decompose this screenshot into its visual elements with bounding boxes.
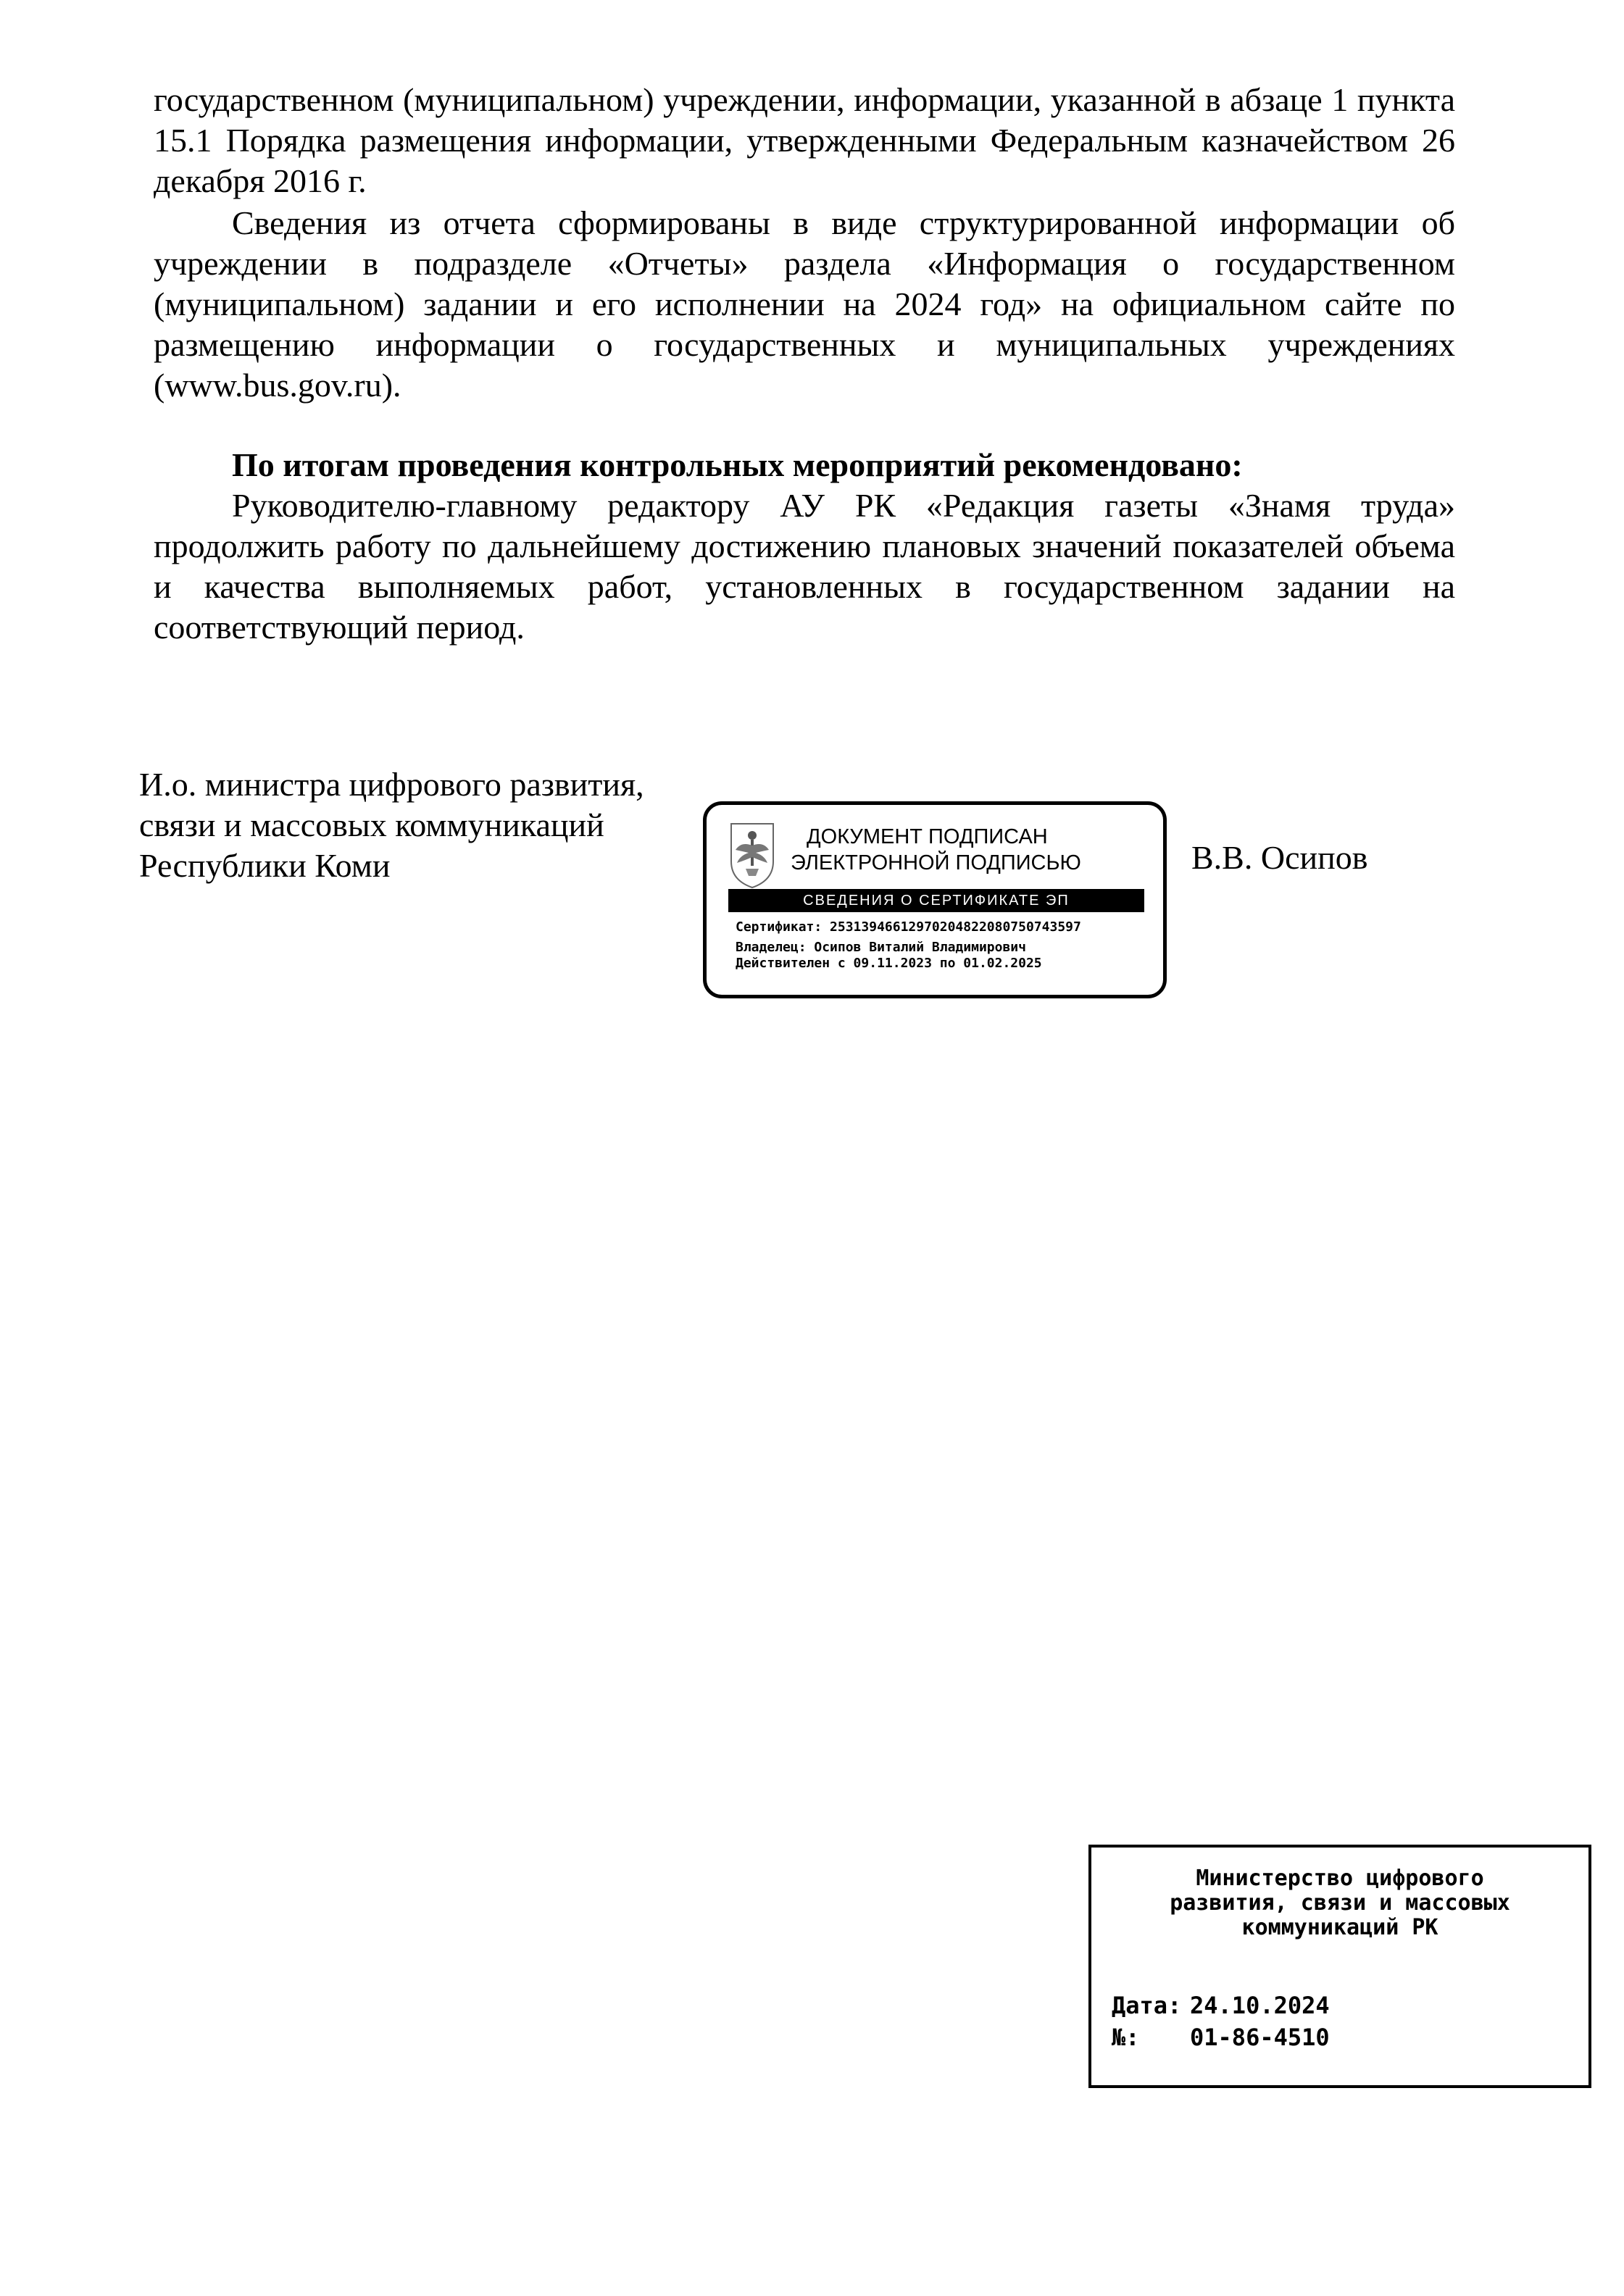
stamp-organization <box>1091 1866 1588 1940</box>
stamp-number-label: №: <box>1112 2024 1140 2051</box>
komi-coat-of-arms-icon <box>728 821 776 889</box>
paragraph-1: государственном (муниципальном) учреждении, информации, указанной в абзаце 1 пункта 15.1 Порядка размещения информации, утвержденными Федеральным казначейством 26 декабря 2016 г. <box>154 81 1455 199</box>
electronic-signature-stamp <box>703 801 1167 998</box>
stamp-date-label: Дата: <box>1112 1992 1182 2019</box>
esig-title <box>791 824 1081 876</box>
signatory-name: В.В. Осипов <box>1191 839 1368 876</box>
stamp-date-value: 24.10.2024 <box>1190 1992 1330 2019</box>
signatory-position <box>139 764 644 886</box>
certificate-info-header: СВЕДЕНИЯ О СЕРТИФИКАТЕ ЭП <box>728 889 1144 912</box>
stamp-organization-line: развития, связи и массовых <box>1170 1890 1510 1916</box>
recommendation-heading: По итогам проведения контрольных мероприятий рекомендовано: <box>232 446 1243 483</box>
stamp-date-row <box>1112 1991 1330 2020</box>
registration-stamp <box>1088 1845 1591 2088</box>
esig-title-line: ДОКУМЕНТ ПОДПИСАН <box>807 825 1048 848</box>
stamp-organization-line: коммуникаций РК <box>1241 1915 1438 1940</box>
certificate-number: Сертификат: 25313946612970204822080750743597 <box>736 919 1081 935</box>
stamp-number-row <box>1112 2023 1330 2052</box>
stamp-organization-line: Министерство цифрового <box>1196 1866 1484 1891</box>
certificate-validity: Действителен с 09.11.2023 по 01.02.2025 <box>736 956 1042 971</box>
certificate-details <box>736 919 1149 972</box>
esig-title-line: ЭЛЕКТРОННОЙ ПОДПИСЬЮ <box>791 851 1081 874</box>
signatory-position-line: И.о. министра цифрового развития, <box>139 766 644 803</box>
paragraph-3: Руководителю-главному редактору АУ РК «Редакция газеты «Знамя труда» продолжить работу по дальнейшему достижению плановых значений показателей объема и качества выполняемых работ, установленных в государственном задании на соответствующий период. <box>154 487 1455 646</box>
certificate-owner: Владелец: Осипов Виталий Владимирович <box>736 940 1026 955</box>
signatory-position-line: Республики Коми <box>139 847 391 884</box>
stamp-number-value: 01-86-4510 <box>1190 2024 1330 2051</box>
signatory-position-line: связи и массовых коммуникаций <box>139 806 604 843</box>
paragraph-2: Сведения из отчета сформированы в виде структурированной информации об учреждении в подразделе «Отчеты» раздела «Информация о государственном (муниципальном) задании и его исполнении на 2024 год» на официальном сайте по размещению информации о государственных и муниципальных учреждениях (www.bus.gov.ru). <box>154 204 1455 404</box>
